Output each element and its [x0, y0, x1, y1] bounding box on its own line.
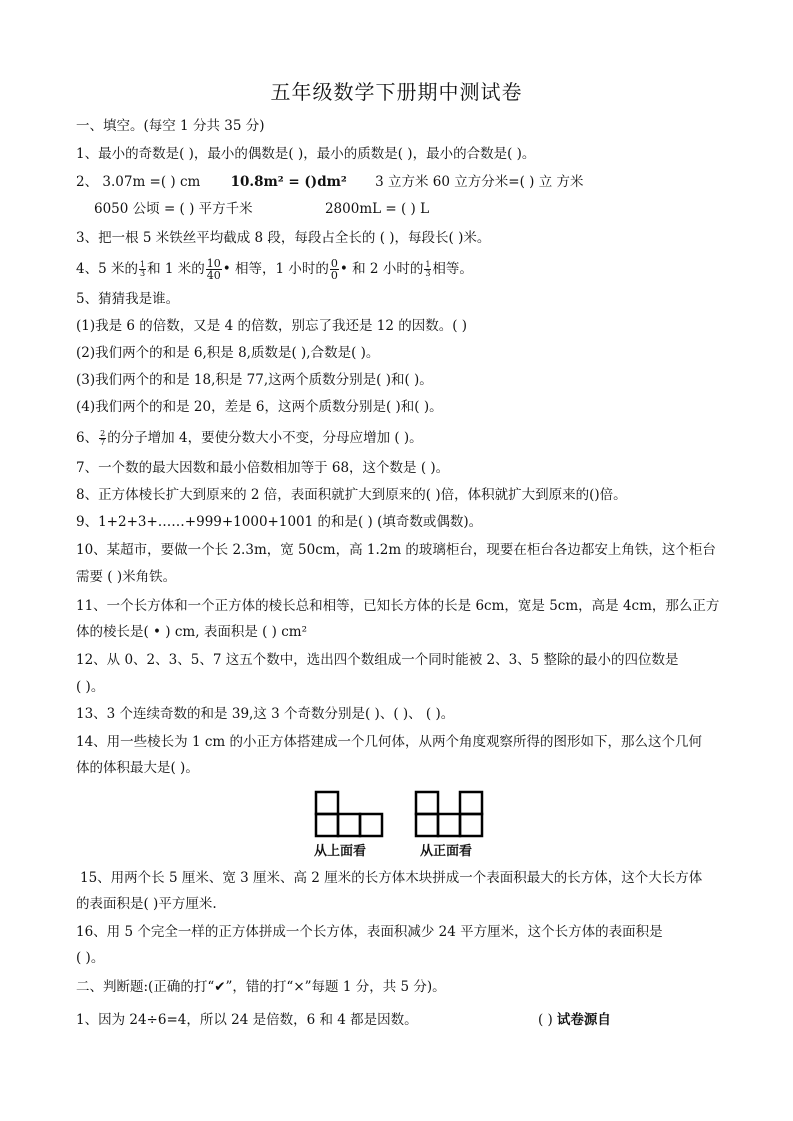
- front-view-cell: [416, 814, 438, 836]
- question-3: 3、把一根 5 米铁丝平均截成 8 段，每段占全长的 ( )，每段长( )米。: [76, 230, 491, 246]
- q4-fraction-2: [206, 258, 222, 281]
- cube-views-drawing: [312, 788, 492, 840]
- q6-fraction: [99, 430, 106, 447]
- question-5: 5、猜猜我是谁。: [76, 291, 180, 307]
- front-view-grid: [416, 792, 482, 836]
- section2-heading: 二、判断题:(正确的打“✔”，错的打“×”每题 1 分，共 5 分)。: [76, 979, 446, 995]
- front-view-cell: [416, 792, 438, 814]
- source-note: 试卷源自: [556, 1012, 611, 1028]
- q6-text-b: 的分子增加 4，要使分数大小不变，分母应增加 ( )。: [107, 430, 423, 446]
- section1-heading: 一、填空。(每空 1 分共 35 分): [76, 118, 265, 134]
- top-view-cell: [360, 814, 382, 836]
- top-view-cell: [316, 814, 338, 836]
- question-11-line1: 11、一个长方体和一个正方体的棱长总和相等，已知长方体的长是 6cm，宽是 5cm，高是 4cm，那么正方: [76, 598, 720, 614]
- q2-hectare-conversion: 6050 公顷 = ( ) 平方千米: [94, 201, 253, 217]
- q4-f4-denominator: 3: [425, 269, 431, 278]
- question-8: 8、正方体棱长扩大到原来的 2 倍，表面积就扩大到原来的( )倍，体积就扩大到原来的()倍。: [76, 487, 627, 503]
- q4-text-e: 相等。: [432, 261, 473, 277]
- q4-f3-denominator: 0: [330, 269, 338, 282]
- front-view-cell: [460, 792, 482, 814]
- q2-ml-conversion: 2800mL = ( ) L: [324, 201, 430, 217]
- question-10-line2: 需要 ( )米角铁。: [76, 569, 177, 585]
- q4-f2-numerator: 10: [206, 257, 221, 270]
- q2-length-conversion: 2、 3.07m =( ) cm: [76, 174, 201, 190]
- front-view-cell: [460, 814, 482, 836]
- question-15-line2: 的表面积是( )平方厘米.: [76, 896, 217, 912]
- question-13: 13、3 个连续奇数的和是 39,这 3 个奇数分别是( )、( )、 ( )。: [76, 706, 455, 722]
- question-12-line1: 12、从 0、2、3、5、7 这五个数中，选出四个数组成一个同时能被 2、3、5 整除的最小的四位数是: [76, 652, 679, 668]
- q4-fraction-4: [424, 261, 431, 278]
- judgement-1-answer: [538, 1010, 611, 1030]
- q2-volume-conversion: 3 立方米 60 立方分米=( ) 立 方米: [375, 174, 584, 190]
- question-5-1: (1)我是 6 的倍数，又是 4 的倍数，别忘了我还是 12 的因数。( ): [76, 318, 468, 334]
- q4-text-d: • 和 2 小时的: [339, 261, 424, 277]
- q6-numerator: 2: [100, 429, 106, 438]
- q6-denominator: 7: [100, 438, 106, 447]
- question-15-line1: 15、用两个长 5 厘米、宽 3 厘米、高 2 厘米的长方体木块拼成一个表面积最大的长方体，这个大长方体: [80, 870, 703, 886]
- cube-views-figure: [312, 788, 492, 860]
- q6-text-a: 6、: [76, 430, 99, 446]
- question-7: 7、一个数的最大因数和最小倍数相加等于 68，这个数是 ( )。: [76, 460, 450, 476]
- question-10-line1: 10、某超市，要做一个长 2.3m，宽 50cm，高 1.2m 的玻璃柜台，现要在柜台各边都安上角铁，这个柜台: [76, 542, 716, 558]
- question-11-line2: 体的棱长是( • ) cm, 表面积是 ( ) cm²: [76, 624, 307, 640]
- question-2-line2: [94, 199, 429, 219]
- q4-f1-denominator: 3: [139, 269, 146, 278]
- q4-text-b: 和 1 米的: [147, 261, 205, 277]
- question-14-line2: 体的体积最大是( )。: [76, 760, 199, 776]
- top-view-grid: [316, 792, 382, 836]
- q4-f4-numerator: 1: [425, 260, 431, 269]
- question-9: 9、1+2+3+……+999+1000+1001 的和是( ) (填奇数或偶数)。: [76, 514, 483, 530]
- question-4: [76, 258, 473, 281]
- top-view-label: 从上面看: [314, 844, 367, 859]
- question-16-line1: 16、用 5 个完全一样的正方体拼成一个长方体，表面积减少 24 平方厘米，这个长方体的表面积是: [76, 924, 663, 940]
- front-view-cell: [438, 814, 460, 836]
- q4-text-c: • 相等，1 小时的: [222, 261, 329, 277]
- question-16-line2: ( )。: [76, 950, 105, 966]
- q2-area-conversion: 10.8m² = ()dm²: [230, 174, 347, 190]
- question-6: [76, 428, 423, 448]
- question-12-line2: ( )。: [76, 679, 105, 695]
- question-2-line1: [76, 172, 584, 192]
- q4-f2-denominator: 40: [206, 269, 221, 282]
- front-view-label: 从正面看: [420, 844, 473, 859]
- question-5-3: (3)我们两个的和是 18,积是 77,这两个质数分别是( )和( )。: [76, 372, 433, 388]
- top-view-cell: [316, 792, 338, 814]
- top-view-cell: [338, 814, 360, 836]
- q4-fraction-1: [139, 261, 146, 278]
- q4-f3-numerator: 0: [330, 257, 338, 270]
- q4-fraction-3: [330, 258, 339, 281]
- q4-f1-numerator: 1: [139, 260, 146, 269]
- judgement-1-blank: ( ): [538, 1012, 553, 1028]
- q4-text-a: 4、5 米的: [76, 261, 138, 277]
- question-5-2: (2)我们两个的和是 6,积是 8,质数是( ),合数是( )。: [76, 345, 380, 361]
- question-14-line1: 14、用一些棱长为 1 cm 的小正方体搭建成一个几何体，从两个角度观察所得的图形如下，那么这个几何: [76, 734, 703, 750]
- question-1: 1、最小的奇数是( )，最小的偶数是( )，最小的质数是( )，最小的合数是( )。: [76, 146, 536, 162]
- page-title: 五年级数学下册期中测试卷: [270, 80, 523, 104]
- judgement-1: 1、因为 24÷6=4，所以 24 是倍数，6 和 4 都是因数。: [76, 1012, 418, 1028]
- question-5-4: (4)我们两个的和是 20，差是 6，这两个质数分别是( )和( )。: [76, 399, 443, 415]
